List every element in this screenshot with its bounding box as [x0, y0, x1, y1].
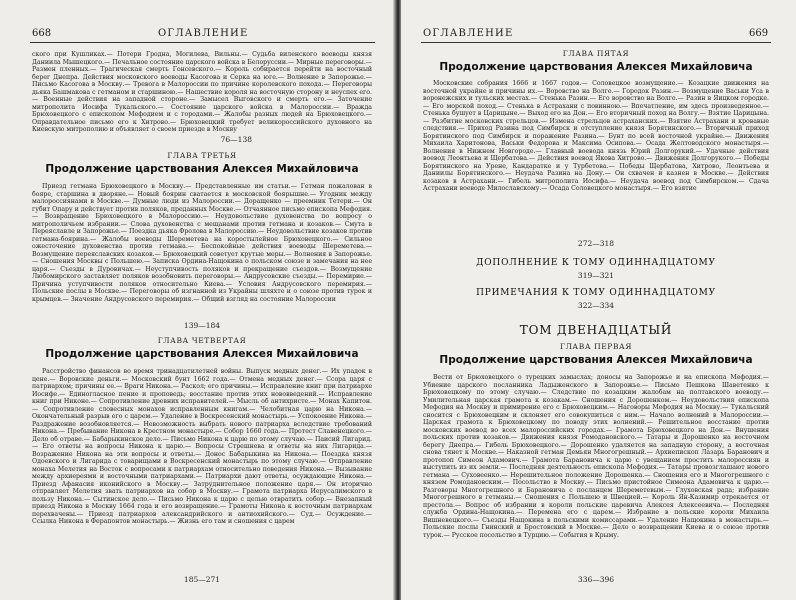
- appendix-supplement-pages: 319—321: [577, 271, 615, 280]
- left-running-header: ОГЛАВЛЕНИЕ: [158, 28, 249, 39]
- chapter-3-contents: Приезд гетмана Брюховецкого в Москву.— Представленные им статьи.— Гетман пожалован в бояре, старшина в дворяне.— Новый боярин сватается в московской боярышне.— Угодник между малороссиянами в Москве.— Думные люди из Малороссии.— Доращенко — преемник Тетери.— Он губит Опару и действует против поляков, преданных Москве.— Отчаянное письмо епископа Мефодия.— Возвращение Брюховецкого в Малороссию.— Неудовольствие духовенства по вопросу о митрополичьем избрании.— Слова духовенства с мещанами против гетмана и козаков.— Смута в Переяславле и Запорожье.— Поездка дьяка Фролова в Малороссию.— Неудовольствие козаков против гетмана-боярина.— Жалобы воеводы Шереметева на коростылейное Брюховецкого.— Сильное ожесточение духовенства против гетмана.— Беспокойные действия воеводы Шереметева.— Возмущение переяславских козаков.— Брюховецкий советует крутые меры.— Волнения в Запорожье.— Сношения Москвы с Польшею.— Записка Ордина-Нащокина о польском союзе и замечания на нее царя.— Съезды в Дуровичах.— Неуступчивость поляков и прекращение съездов.— Возмущение Любомирского заставляет поляков возобновить переговоры.— Андрусовские съезды.— Перемирие.— Причина уступчивости поляков относительно Киева.— Условия Андрусовского перемирия.— Польские послы в Москве.— Переговоры об изгнанной из Украйны шляхте и о союзе против турок и крымцев.— Значение Андрусовского перемирия.— Общий взгляд на состояние Малороссии: [32, 183, 372, 303]
- left-header-rule: [30, 42, 375, 43]
- left-page-number: 668: [32, 28, 52, 39]
- chapter-3-label: ГЛАВА ТРЕТЬЯ: [167, 151, 237, 160]
- chapter-5-title: Продолжение царствования Алексея Михайловича: [439, 61, 753, 73]
- right-page: [401, 0, 796, 600]
- left-intro-text: ского при Кушликах.— Потери Гродна, Могилева, Вильны.— Судьба виленского воеводы князя Даниила Мышецкого.— Печальное состояние царского войска в Белоруссии.— Мирные переговоры.— Размен пленных.— Трагическая смерть Гонсевского.— Король собирается перейти на восточный берег Днепра. Действия московского воеводы Касогова и Серка на юге.— Волнение в Запорожье.— Письмо Касогова в Москву.— Тревога в Малороссии по причине королевского похода.— Переговоры дьяка Башмакова с гетманом и старшиною.— Нашествие короля на восточную сторону и неуспех его.— Военные действия на западной стороне.— Замысел Выговского и смерть его.— Заточение митрополита Иосифа Тукальского.— Состояние царского войска в Малороссии.— Вражда Брюховецкого с епископом Мефодием и с городами.— Жалобы разных людей на Брюховецкого.— Оправдательное письмо его к Хитрово.— Брюховецкий требует великороссийского духовного на Киевскую митрополию и объявляет о своем приезде в Москву: [32, 51, 372, 133]
- appendix-supplement-title: ДОПОЛНЕНИЕ К ТОМУ ОДИННАДЦАТОМУ: [476, 258, 716, 268]
- right-header-rule: [421, 42, 771, 43]
- chapter-1-pages: 336—396: [577, 575, 615, 584]
- appendix-notes-title: ПРИМЕЧАНИЯ К ТОМУ ОДИННАДЦАТОМУ: [476, 288, 716, 298]
- chapter-5-pages: 272—318: [577, 239, 615, 248]
- chapter-1-title: Продолжение царствования Алексея Михайловича: [439, 354, 753, 366]
- volume-heading: ТОМ ДВЕНАДЦАТЫЙ: [519, 323, 673, 337]
- appendix-notes-pages: 322—334: [577, 301, 615, 310]
- chapter-3-pages: 139—184: [183, 321, 221, 330]
- left-page: [0, 0, 395, 600]
- right-running-header: ОГЛАВЛЕНИЕ: [423, 28, 514, 39]
- right-page-number: 669: [749, 28, 769, 39]
- chapter-5-contents: Московские собрания 1666 и 1667 годов.— Соловецкое возмущение.— Козацкие движения на восточной украйне и причины их.— Воровство на Волге.— Городок Разин.— Возмущение Васьки Уса в воронежских и тульских местах.— Стенька Разин.— Его воровство на Волге.— Разин в Яицком городке.— Его морской поход.— Стенька в Астрахани с повинною.— Впечатление, им здесь произведенное.— Стенька бушует в Царицыне.— Выход его на Дон.— Его вторичный поход на Волгу.— Взятие Царицына.— Разбитие московских стрельцов.— Измена стрельцов астраханских.— Взятие Астрахани и кровавые следствия.— Приход Разина под Симбирск и отступление князя Борятинского.— Вторичный приход Борятинского под Симбирск и поражение Разина.— Бунт по всей восточной украйне.— Движения Михаила Харитонова, Васьки Федорова и Максима Осипова.— Осада Желтоводского монастыря.— Волнения в Нижнем Новгороде.— Главный воевода князь Юрий Долгорукий.— Удачные действия воевод Леонтьева и Щербатова.— Действия воевод Якова Хитрово.— Движения Долгорукого.— Победы Борятинского на Урене, Кандаратке и у Турбетова.— Победы Щербатова, Хитрово, Леонтьева и Даниилы Борятинского.— Неудача Разина на Дону.— Он схвачен и казнен в Москве.— Действия козаков в Астрахани.— Гибель митрополита Иосифа.— Неудача воевод под Симбирском.— Сдача Астрахани воеводе Милославскому.— Осада Соловецкого монастыря.— Его взятие: [423, 80, 769, 192]
- chapter-1-contents: Вести от Брюховецкого о турецких замыслах; доносы на Запорожье и на епископа Мефодия.— Убиение царского посланника Ладыженского в Запорожье.— Письмо Пешкова Шаветенко к Брюховецкому по этому случаю.— Следствие по козацким жалобам на полтавского воеводу.— Умилительная царская грамота к козакам.— Сношения с Дорошенком.— Неудовольствия епископа Мефодия на Москву и примирение его с Брюховецким.— Наговоры Мефодия на Москву.— Тукальский сносится с Брюховецким и склоняет его совокупиться с ним.— Начало волнений в Малороссии.— Царская грамота к Брюховецкому по поводу этих волнений.— Решительное восстание против московских воевод во всех малороссийских городах.— Грамота Брюховецкого на Дон.— Внушения польских против козаков.— Движения князя Ромодановского.— Татары и Дорошенко на восточном берегу Днепра.— Гибель Брюховецкого.— Дорошенко удаляется на западную сторону, а восточная снова тянет к Москве.— Наказной гетман Демьян Многогрешный.— Архиепископ Лазарь Баранович и протопоп Симеон Адамович.— Грамота Барановича к царю с увещанием простить малороссиян и выступить из их земли.— Последняя деятельность епископа Мефодия.— Татары провозглашают нового гетмана — Суховеенко.— Нерешительное положение Дорошенка.— Сношения его и Многогрешного с князем Ромодановским.— Посольство в Москву.— Письмо пристойное Симеона Адамовича к царю.— Разговоры Многогрешного и Барановича с посланцем Шереметевым.— Глуховская рада; избрание Многогрешного в гетманы.— Сношения с Польшею и Швецией.— Король Ян-Казимир отрекается от престола.— Вопрос об избрании в короли польские царевича Алексея Алексеевича.— Последняя служба Ордина-Нащокина.— Перемена его с царем.— Избрание в польские короли Михаила Вишневецкого.— Съезды Нащокина в польскими комиссарами.— Удаление Нащокина в монастырь.— Польские послы Гнинский и Бростовский в Москве.— Дело о возвращении Киева и о союзе против турок.— Русское посольство в Турцию.— События в Крыму.: [423, 374, 769, 539]
- chapter-1-label: ГЛАВА ПЕРВАЯ: [560, 342, 632, 351]
- chapter-4-label: ГЛАВА ЧЕТВЕРТАЯ: [157, 336, 247, 345]
- chapter-4-pages: 185—271: [183, 575, 221, 584]
- chapter-3-title: Продолжение царствования Алексея Михайловича: [45, 163, 359, 175]
- left-intro-pages: 76—138: [220, 135, 252, 144]
- chapter-4-contents: Расстройство финансов во время тринадцатилетней войны. Выпуск медных денег.— Их упадок в цене.— Воровские деньги.— Московский бунт 1662 года.— Отмена медных денег.— Ссора царя с патриархом; причины ее.— Враги Никона.— Раскол; его причины.— Исправление книг при патриархе Иосифе.— Единогласное пение и проповедь; восстание против этих нововведений.— Исправление книг при Никоне.— Сопротивление древних исправителей.— Мысль об антихристе.— Монах Капитон.— Сопротивление словесных монахов исправленным книгам.— Челобитная царю на Никона.— Окончательный разрыв его с царем.— Удаление в Воскресенский монастырь.— Успокоение Никона.— Раздражение возобновляется.— Невозможность выбрать нового патриарха вследствие требований Никона.— Пребывание Никона в Крестном монастыре.— Собор 1660 года.— Протест Славенецкого.— Дело об отраве.— Бабарыкинское дело.— Письмо Никона к царю по этому случаю.— Паисий Лигарид.— Его ответы на вопросы Никона к царю.— Вопросы Стрешнева и ответы на них Лигарида.— Возражение Никона на эти вопросы и ответы.— Донос Бабарыкина на Никона.— Поездка князя Одоевского и Лигарида с товарищами в Воскресенский монастырь по этому случаю.— Отправление монаха Мелетия на Восток с вопросами к патриархам относительно поведения Никона.— Вызывание между архиереями и восточными патриархами.— Патриархи дают ответы, осуждающие Никона.— Приезд Афанасия иконийского в Москву.— Затруднительное положение царя.— Он вторично отправляет Мелетия звать патриархов на собор в Москву.— Грамота патриарха Иерусалимского в пользу Никона.— Сытинское дело.— Письмо Никона к царю с целью отвратить собор.— Внезапный приезд Никона в Москву 1664 года и его возвращение.— Грамоты Никона к восточным патриархам перехвачены.— Приезд патриархов александрийского и антиохийского.— Суд.— Осуждение.— Ссылка Никона в Ферапонтов монастырь.— Жизнь его там и сношения с царем: [32, 368, 372, 525]
- chapter-4-title: Продолжение царствования Алексея Михайловича: [45, 348, 359, 360]
- chapter-5-label: ГЛАВА ПЯТАЯ: [562, 49, 630, 58]
